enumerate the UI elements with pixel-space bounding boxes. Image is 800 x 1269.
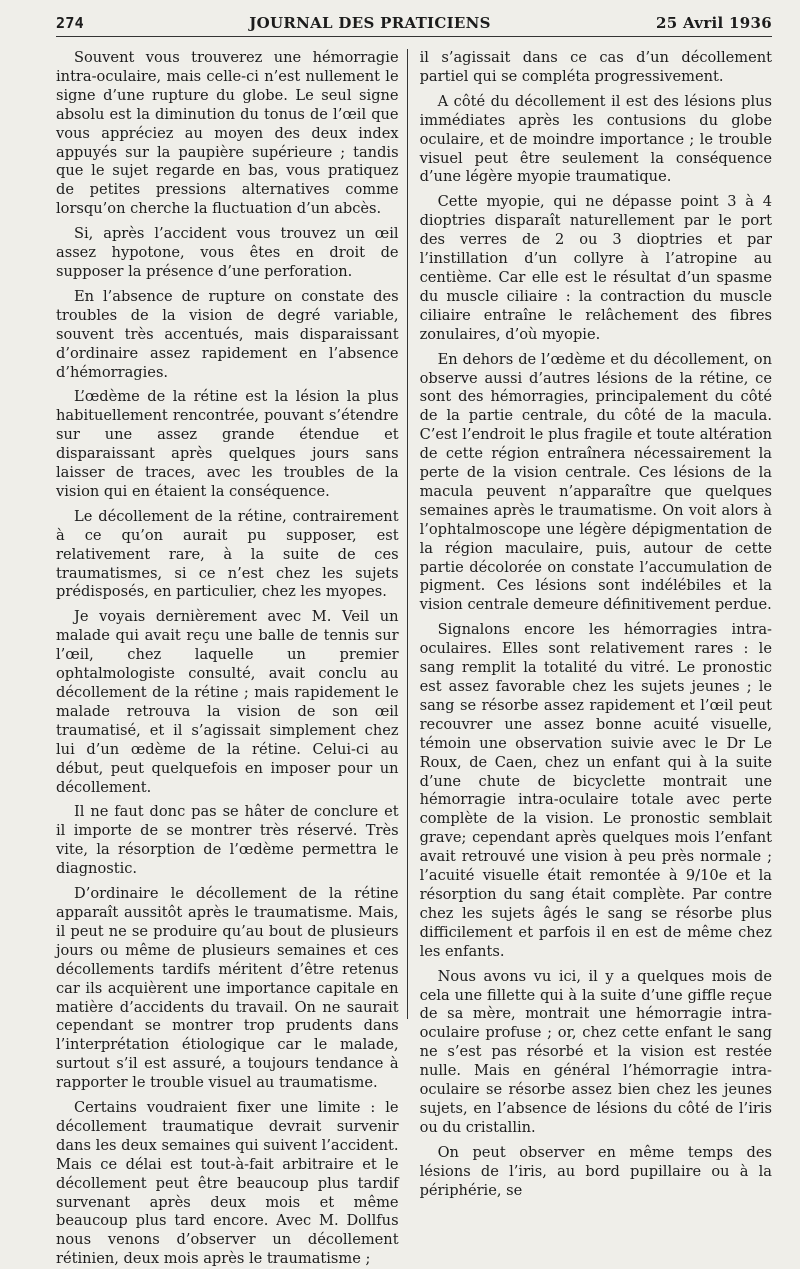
left-column <box>56 49 407 1268</box>
paragraph: Le décollement de la rétine, contrairement à ce qu’on aurait pu supposer, est relativement rare, à la suite de ces traumatismes, si ce n’est chez les sujets prédisposés, en particulier, chez les myopes. <box>56 507 399 601</box>
paragraph: Souvent vous trouverez une hémorragie intra-oculaire, mais celle-ci n’est nullement le signe d’une rupture du globe. Le seul signe absolu est la diminution du tonus de l’œil que vous appréciez au moyen des deux index appuyés sur la paupière supérieure ; tandis que le sujet regarde en bas, vous pratiquez de petites pressions alternatives comme lorsqu’on cherche la fluctuation d’un abcès. <box>56 49 399 218</box>
paragraph: Certains voudraient fixer une limite : le décollement traumatique devrait survenir dans les deux semaines qui suivent l’accident. Mais ce délai est tout-à-fait arbitraire et le décollement peut être beaucoup plus tardif survenant après deux mois et même beaucoup plus tard encore. Avec M. Dollfus nous venons d’observer un décollement rétinien, deux mois après le traumatisme ; <box>56 1099 399 1268</box>
paragraph: Si, après l’accident vous trouvez un œil assez hypotone, vous êtes en droit de supposer la présence d’une perforation. <box>56 225 399 280</box>
paragraph: Je voyais dernièrement avec M. Veil un malade qui avait reçu une balle de tennis sur l’œil, chez laquelle un premier ophtalmologiste consulté, avait conclu au décollement de la rétine ; mais rapidement le malade retrouva la vision de son œil traumatisé, et il s’agissait simplement chez lui d’un œdème de la rétine. Celui-ci au début, peut quelquefois en imposer pour un décollement. <box>56 608 399 796</box>
paragraph: On peut observer en même temps des lésions de l’iris, au bord pupillaire ou à la périphérie, se <box>419 1143 772 1199</box>
paragraph: Il ne faut donc pas se hâter de conclure et il importe de se montrer très réservé. Très vite, la résorption de l’œdème permettra le diagnostic. <box>56 803 399 878</box>
text-columns <box>56 49 772 1268</box>
page-header <box>56 14 772 37</box>
paragraph: D’ordinaire le décollement de la rétine apparaît aussitôt après le traumatisme. Mais, il peut ne se produire qu’au bout de plusieurs jours ou même de plusieurs semaines et ces décollements tardifs méritent d’être retenus car ils acquièrent une importance capitale en matière d’accidents du travail. On ne saurait cependant se montrer trop prudents dans l’interprétation étiologique car le malade, surtout s’il est assuré, a toujours tendance à rapporter le trouble visuel au traumatisme. <box>56 885 399 1092</box>
right-column <box>407 49 772 1199</box>
paragraph: Signalons encore les hémorragies intra-oculaires. Elles sont relativement rares : le sang remplit la totalité du vitré. Le pronostic est assez favorable chez les sujets jeunes ; le sang se résorbe assez rapidement et l’œil peut recouvrer une assez bonne acuité visuelle, témoin une observation suivie avec le Dr Le Roux, de Caen, chez un enfant qui à la suite d’une chute de bicyclette montrait une hémorragie intra-oculaire totale avec perte complète de la vision. Le pronostic semblait grave; cependant après quelques mois l’enfant avait retrouvé une vision à peu près normale ; l’acuité visuelle était remontée à 9/10e et la résorption du sang était complète. Par contre chez les sujets âgés le sang se résorbe plus difficilement et parfois il en est de même chez les enfants. <box>419 621 772 960</box>
paragraph: En l’absence de rupture on constate des troubles de la vision de degré variable, souvent très accentués, mais disparaissant d’ordinaire assez rapidement en l’absence d’hémorragies. <box>56 287 399 381</box>
paragraph: En dehors de l’œdème et du décollement, on observe aussi d’autres lésions de la rétine, ce sont des hémorragies, principalement du côté de la partie centrale, du côté de la macula. C’est l’endroit le plus fragile et toute altération de cette région entraînera nécessairement la perte de la vision centrale. Ces lésions de la macula peuvent n’apparaître que quelques semaines après le traumatisme. On voit alors à l’ophtalmoscope une légère dépigmentation de la région maculaire, puis, autour de cette partie décolorée on constate l’accumulation de pigment. Ces lésions sont indélébiles et la vision centrale demeure définitivement perdue. <box>419 350 772 614</box>
paragraph: L’œdème de la rétine est la lésion la plus habituellement rencontrée, pouvant s’étendre sur une assez grande étendue et disparaissant après quelques jours sans laisser de traces, avec les troubles de la vision qui en étaient la conséquence. <box>56 388 399 500</box>
paragraph: A côté du décollement il est des lésions plus immédiates après les contusions du globe oculaire, et de moindre importance ; le trouble visuel peut être seulement la conséquence d’une légère myopie traumatique. <box>419 92 772 186</box>
page-number: 274 <box>56 14 84 32</box>
paragraph: Nous avons vu ici, il y a quelques mois de cela une fillette qui à la suite d’une giffle reçue de sa mère, montrait une hémorragie intra-oculaire profuse ; or, chez cette enfant le sang ne s’est pas résorbé et la vision est restée nulle. Mais en général l’hémorragie intra-oculaire se résorbe assez bien chez les jeunes sujets, en l’absence de lésions du côté de l’iris ou du cristallin. <box>419 967 772 1136</box>
issue-date: 25 Avril 1936 <box>655 14 772 32</box>
journal-title: JOURNAL DES PRATICIENS <box>249 14 491 32</box>
paragraph: il s’agissait dans ce cas d’un décollement partiel qui se compléta progressivement. <box>419 49 772 85</box>
paragraph: Cette myopie, qui ne dépasse point 3 à 4 dioptries disparaît naturellement par le port des verres de 2 ou 3 dioptries et par l’instillation d’un collyre à l’atropine au centième. Car elle est le résultat d’un spasme du muscle ciliaire : la contraction du muscle ciliaire entraîne le relâchement des fibres zonulaires, d’où myopie. <box>419 193 772 343</box>
